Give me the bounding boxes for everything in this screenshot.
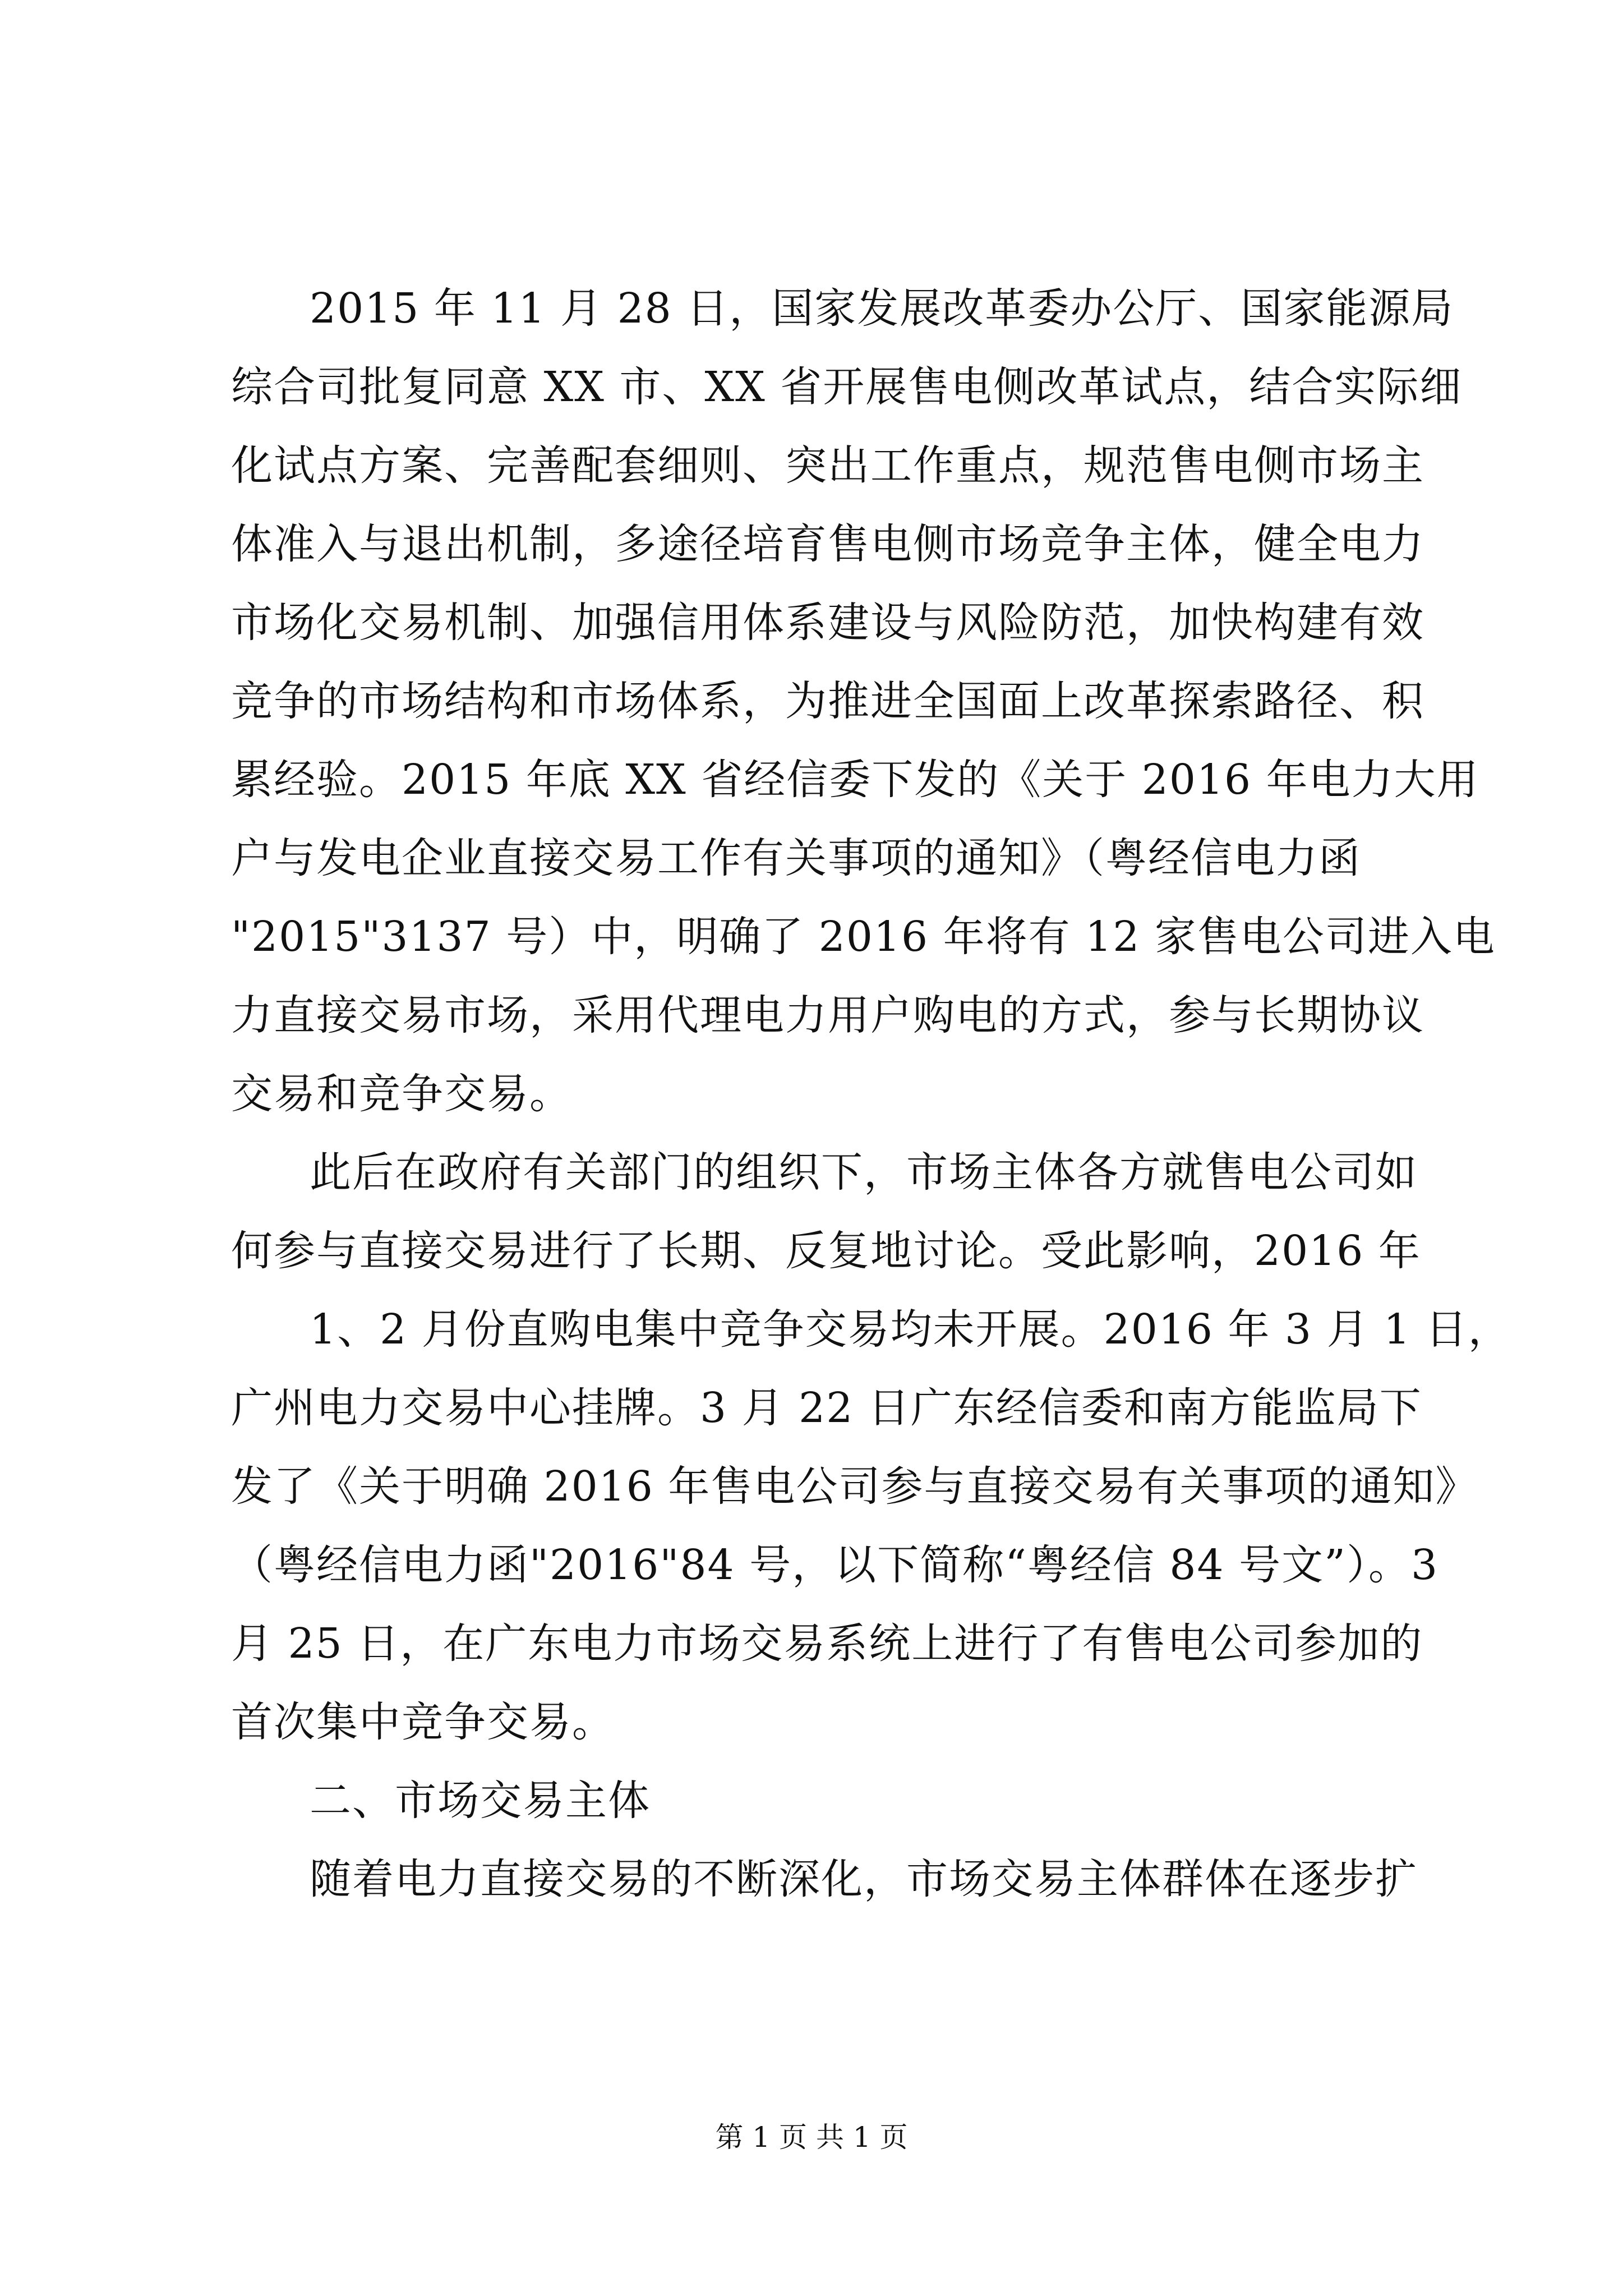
text-line: 随着电力直接交易的不断深化，市场交易主体群体在逐步扩 (310, 1855, 1418, 1903)
text-line: 累经验。2015 年底 XX 省经信委下发的《关于 2016 年电力大用 (231, 756, 1479, 804)
text-line: 化试点方案、完善配套细则、突出工作重点，规范售电侧市场主 (231, 441, 1424, 490)
text-line: 力直接交易市场，采用代理电力用户购电的方式，参与长期协议 (231, 991, 1424, 1039)
text-line: （粤经信电力函"2016"84 号，以下简称“粤经信 84 号文”）。3 (231, 1541, 1439, 1589)
text-line: 户与发电企业直接交易工作有关事项的通知》（粤经信电力函 (231, 834, 1361, 882)
text-line: 月 25 日，在广东电力市场交易系统上进行了有售电公司参加的 (231, 1619, 1423, 1668)
text-line: 体准入与退出机制，多途径培育售电侧市场竞争主体，健全电力 (231, 520, 1424, 568)
page-footer: 第 1 页 共 1 页 (715, 2121, 908, 2154)
text-line: 市场化交易机制、加强信用体系建设与风险防范，加快构建有效 (231, 599, 1424, 647)
document-body (231, 269, 1511, 1918)
text-line: 广州电力交易中心挂牌。3 月 22 日广东经信委和南方能监局下 (231, 1384, 1422, 1432)
text-line: 竞争的市场结构和市场体系，为推进全国面上改革探索路径、积 (231, 677, 1424, 725)
text-line: 首次集中竞争交易。 (231, 1698, 615, 1746)
text-line: 交易和竞争交易。 (231, 1070, 572, 1118)
text-line: 何参与直接交易进行了长期、反复地讨论。受此影响，2016 年 (231, 1227, 1421, 1275)
text-line: 发了《关于明确 2016 年售电公司参与直接交易有关事项的通知》 (231, 1462, 1478, 1511)
section-heading: 二、市场交易主体 (310, 1777, 651, 1825)
text-line: 2015 年 11 月 28 日，国家发展改革委办公厅、国家能源局 (310, 284, 1454, 333)
text-line: 综合司批复同意 XX 市、XX 省开展售电侧改革试点，结合实际细 (231, 363, 1463, 411)
text-line: "2015"3137 号）中，明确了 2016 年将有 12 家售电公司进入电 (231, 913, 1496, 961)
text-line: 此后在政府有关部门的组织下，市场主体各方就售电公司如 (310, 1148, 1418, 1197)
text-line: 1、2 月份直购电集中竞争交易均未开展。2016 年 3 月 1 日， (310, 1305, 1511, 1354)
